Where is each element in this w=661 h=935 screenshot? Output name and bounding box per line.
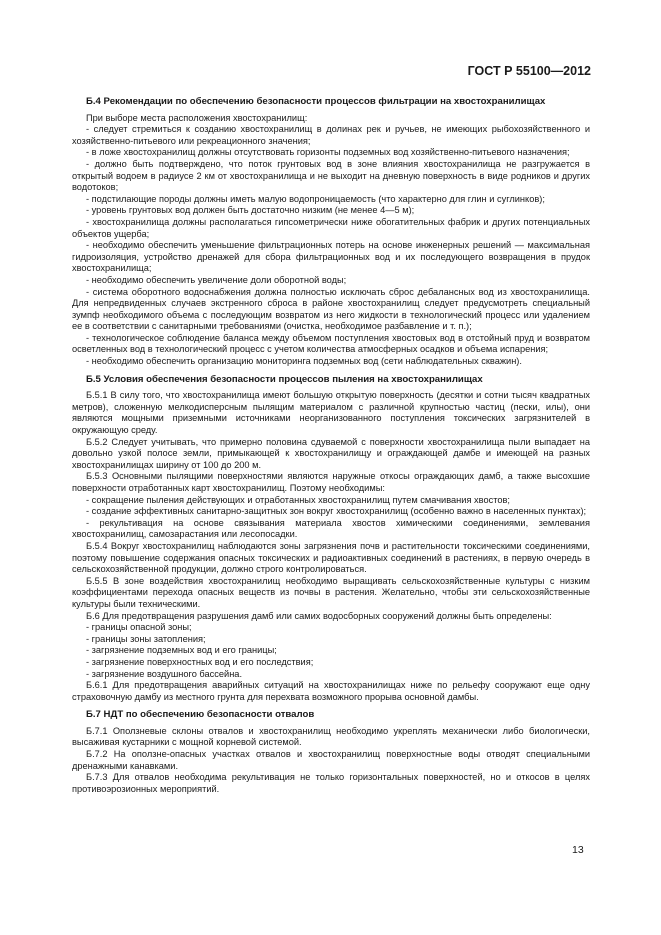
list-item: - технологическое соблюдение баланса между объемом поступления хвостовых вод в отстойный пруд и возвратом осветленных вод в технологический процесс с учетом количества атмосферных осадков и объема испарения; xyxy=(72,332,590,355)
paragraph: Б.5.4 Вокруг хвостохранилищ наблюдаются зоны загрязнения почв и растительности токсическими соединениями, поэтому повышение содержания опасных токсических и радиоактивных соединений в растениях, в первую очередь в сельскохозяйственной продукции, должно строго контролироваться. xyxy=(72,540,590,575)
list-item: - границы зоны затопления; xyxy=(86,633,206,644)
section-heading: Б.4 Рекомендации по обеспечению безопасности процессов фильтрации на хвостохранилищах xyxy=(86,96,546,107)
paragraph: Б.6.1 Для предотвращения аварийных ситуаций на хвостохранилищах ниже по рельефу сооружают еще одну страховочную дамбу из местного грунта для перехвата возможного прорыва основной дамбы. xyxy=(72,680,590,702)
list-item: - рекультивация на основе связывания материала хвостов химическими соединениями, землевания хвостохранилищ, самозарастания или лесопосадки. xyxy=(72,517,590,540)
paragraph: Б.5.3 Основными пылящими поверхностями являются наружные откосы ограждающих дамб, а также высохшие поверхности отработанных карт хвостохранилищ. Поэтому необходимы: xyxy=(72,471,590,493)
paragraph: Б.5.1 В силу того, что хвостохранилища имеют большую открытую поверхность (десятки и сотни тысяч квадратных метров), сложенную мелкодисперсным пылящим материалом с различной крупностью частиц (пески, илы), они являются мощными приземными источниками неорганизованного поступления токсических загрязнителей в окружающую среду. xyxy=(72,390,590,436)
list-item: - загрязнение поверхностных вод и его последствия; xyxy=(86,656,314,667)
list-item: - сокращение пыления действующих и отработанных хвостохранилищ путем смачивания хвостов; xyxy=(86,494,510,505)
list-item: - система оборотного водоснабжения должна полностью исключать сброс дебалансных вод из хвостохранилища. Для непредвиденных случаев экстренного сброса в районе хвостохранилищ следует предусмотреть специальный зумпф необходимого объема с последующим возвратом из него жидкости в технологический процесс или удалением ее в соответствии с санитарными требованиями (очистка, необходимое разбавление и т. п.); xyxy=(72,286,590,332)
list-item: - загрязнение воздушного бассейна. xyxy=(86,668,243,679)
paragraph: Б.7.2 На оползне-опасных участках отвалов и хвостохранилищ поверхностные воды отводят специальными дренажными канавками. xyxy=(72,749,590,771)
list-item: - загрязнение подземных вод и его границы; xyxy=(86,645,277,656)
list-item: - создание эффективных санитарно-защитных зон вокруг хвостохранилищ (особенно важно в населенных пунктах); xyxy=(86,506,587,517)
section-heading: Б.7 НДТ по обеспечению безопасности отвалов xyxy=(86,709,315,721)
section-heading: Б.5 Условия обеспечения безопасности процессов пыления на хвостохранилищах xyxy=(86,373,483,385)
page-number: 13 xyxy=(572,844,584,856)
section-b4 xyxy=(72,96,590,368)
paragraph: Б.6 Для предотвращения разрушения дамб или самих водосборных сооружений должны быть определены: xyxy=(86,610,552,621)
list-item: - границы опасной зоны; xyxy=(86,622,192,633)
document-code: ГОСТ Р 55100—2012 xyxy=(467,64,591,78)
list-item: - уровень грунтовых вод должен быть достаточно низким (не менее 4—5 м); xyxy=(86,205,415,216)
paragraph: Б.5.2 Следует учитывать, что примерно половина сдуваемой с поверхности хвостохранилища пыли выпадает на довольно узкой полосе земли, примыкающей к хвостохранилищу и ограждающей дамбе и имеющей на разных хвостохранилищах ширину от 100 до 200 м. xyxy=(72,436,590,470)
list-item: - необходимо обеспечить организацию мониторинга подземных вод (сети наблюдательных скважин). xyxy=(86,356,522,367)
section-b7 xyxy=(72,709,590,795)
paragraph: Б.5.5 В зоне воздействия хвостохранилищ необходимо выращивать сельскохозяйственные культуры с низким коэффициентами перехода опасных веществ из почвы в растения. Желательно, чтобы эти сельскохозяйственные культуры были техническими. xyxy=(72,575,590,609)
paragraph: Б.7.1 Оползневые склоны отвалов и хвостохранилищ необходимо укреплять механически либо биологически, высаживая кустарники с мощной корневой системой. xyxy=(72,725,590,748)
list-item: - должно быть подтверждено, что поток грунтовых вод в зоне влияния хвостохранилища не разгружается в открытый водоем в радиусе 2 км от хвостохранилища и не выходит на дневную поверхность в виде родников и других водотоков; xyxy=(72,158,590,193)
section-b5 xyxy=(72,374,590,704)
list-item: - необходимо обеспечить увеличение доли оборотной воды; xyxy=(86,274,347,285)
list-item: - подстилающие породы должны иметь малую водопроницаемость (что характерно для глин и суглинков); xyxy=(86,193,545,204)
paragraph: При выборе места расположения хвостохранилищ: xyxy=(86,112,308,123)
page-body xyxy=(72,96,590,795)
list-item: - необходимо обеспечить уменьшение фильтрационных потерь на основе инженерных решений — максимальная гидроизоляция, устройство дренажей для сбора фильтрационных вод и их последующего возвращения в прудок хвостохранилища; xyxy=(72,240,590,274)
list-item: - хвостохранилища должны располагаться гипсометрически ниже обогатительных фабрик и других потенциальных объектов ущерба; xyxy=(72,216,590,239)
paragraph: Б.7.3 Для отвалов необходима рекультивация не только горизонтальных поверхностей, но и откосов в целях противоэрозионных мероприятий. xyxy=(72,772,590,794)
list-item: - в ложе хвостохранилищ должны отсутствовать горизонты подземных вод хозяйственно-питьевого назначения; xyxy=(86,147,570,158)
list-item: - следует стремиться к созданию хвостохранилищ в долинах рек и ручьев, не имеющих рыбохозяйственного и хозяйственно-питьевого или рекреационного значения; xyxy=(72,124,590,146)
